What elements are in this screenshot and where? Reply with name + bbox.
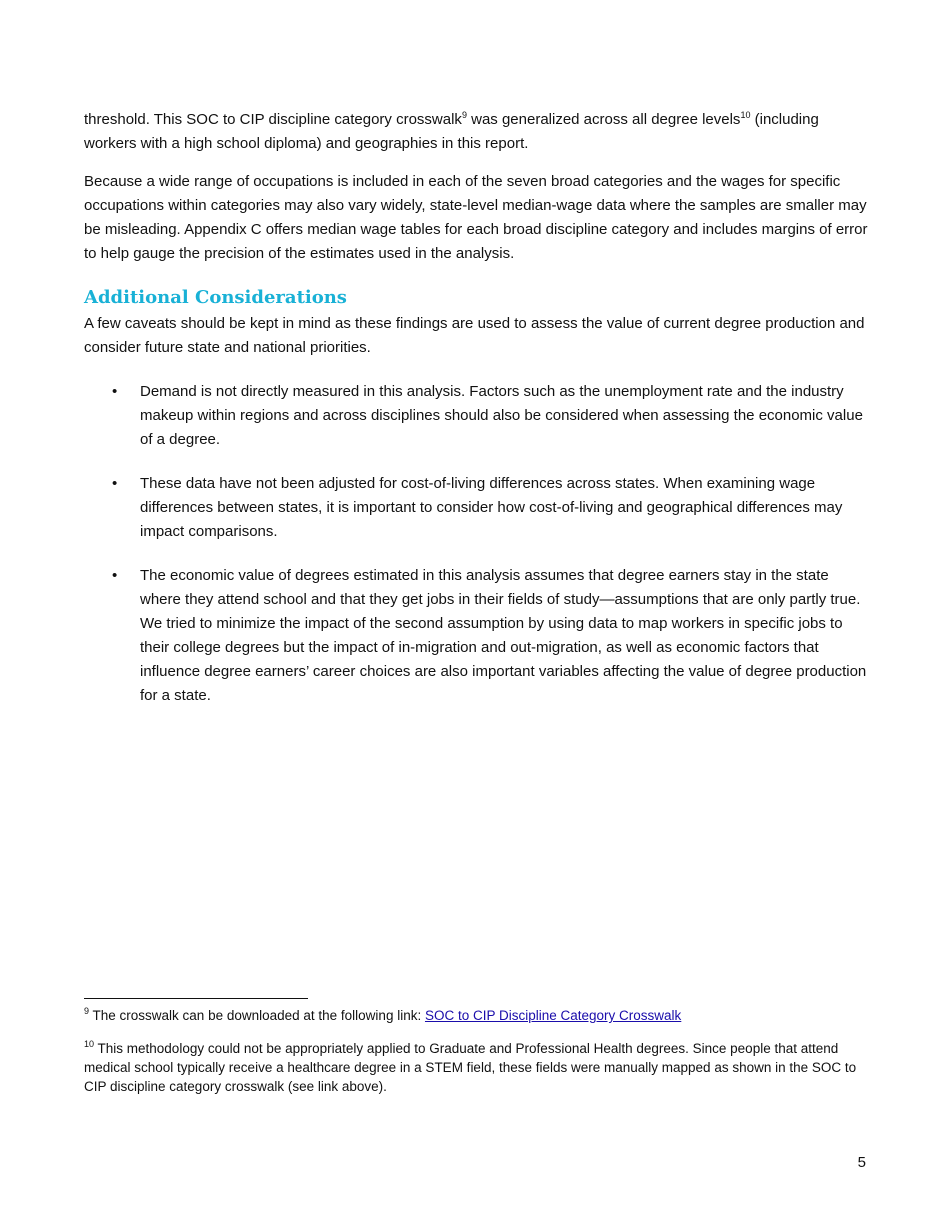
list-item-text: Demand is not directly measured in this analysis. Factors such as the unemployment rate and the industry makeup within regions and across disciplines should also be considered when assessing the economic value of a degree. xyxy=(140,383,863,448)
bullet-icon: • xyxy=(112,383,118,400)
caveat-list xyxy=(84,380,868,708)
page-number: 5 xyxy=(857,1154,866,1171)
list-item xyxy=(84,380,868,452)
list-item xyxy=(84,472,868,544)
paragraph-crosswalk xyxy=(84,108,868,156)
footnote-text: This methodology could not be appropriately applied to Graduate and Professional Health degrees. Since people that attend medical school typically receive a healthcare degree in a STEM field, these fields were manually mapped as shown in the SOC to CIP discipline category crosswalk (see link above). xyxy=(84,1041,857,1094)
list-item xyxy=(84,564,868,708)
footnote-ref-10[interactable]: 10 xyxy=(740,110,751,120)
section-heading: Additional Considerations xyxy=(84,287,347,308)
paragraph-intro: A few caveats should be kept in mind as these findings are used to assess the value of current degree production and consider future state and national priorities. xyxy=(84,315,865,356)
bullet-icon: • xyxy=(112,567,118,584)
footnote-text: The crosswalk can be downloaded at the following link: xyxy=(89,1008,425,1023)
crosswalk-link[interactable]: SOC to CIP Discipline Category Crosswalk xyxy=(424,1008,682,1023)
paragraph-text: threshold. This SOC to CIP discipline category crosswalk xyxy=(84,111,462,128)
paragraph-text: (including workers with a high school diploma) and geographies in this report. xyxy=(84,111,819,152)
footnote-number: 9 xyxy=(84,1006,90,1016)
footnote-divider xyxy=(84,998,308,999)
footnote-9 xyxy=(84,1006,868,1025)
footnote-ref-9[interactable]: 9 xyxy=(461,110,467,120)
page-content xyxy=(84,108,868,728)
paragraph-text: was generalized across all degree levels xyxy=(466,111,741,128)
paragraph-wage-range: Because a wide range of occupations is included in each of the seven broad categories and the wages for specific occupations within categories may also vary widely, state-level median-wage data where the samples are smaller may be misleading. Appendix C offers median wage tables for each broad discipline category and includes margins of error to help gauge the precision of the estimates used in the analysis. xyxy=(84,173,868,262)
bullet-icon: • xyxy=(112,475,118,492)
list-item-text: The economic value of degrees estimated in this analysis assumes that degree earners stay in the state where they attend school and that they get jobs in their fields of study—assumptions that are only partly true. We tried to minimize the impact of the second assumption by using data to map workers in specific jobs to their college degrees but the impact of in-migration and out-migration, as well as economic factors that influence degree earners’ career choices are also important variables affecting the value of degree production for a state. xyxy=(140,567,867,704)
footnotes xyxy=(84,1006,868,1110)
list-item-text: These data have not been adjusted for cost-of-living differences across states. When examining wage differences between states, it is important to consider how cost-of-living and geographical differences may impact comparisons. xyxy=(140,475,843,540)
footnote-number: 10 xyxy=(84,1039,95,1049)
footnote-10 xyxy=(84,1039,868,1096)
